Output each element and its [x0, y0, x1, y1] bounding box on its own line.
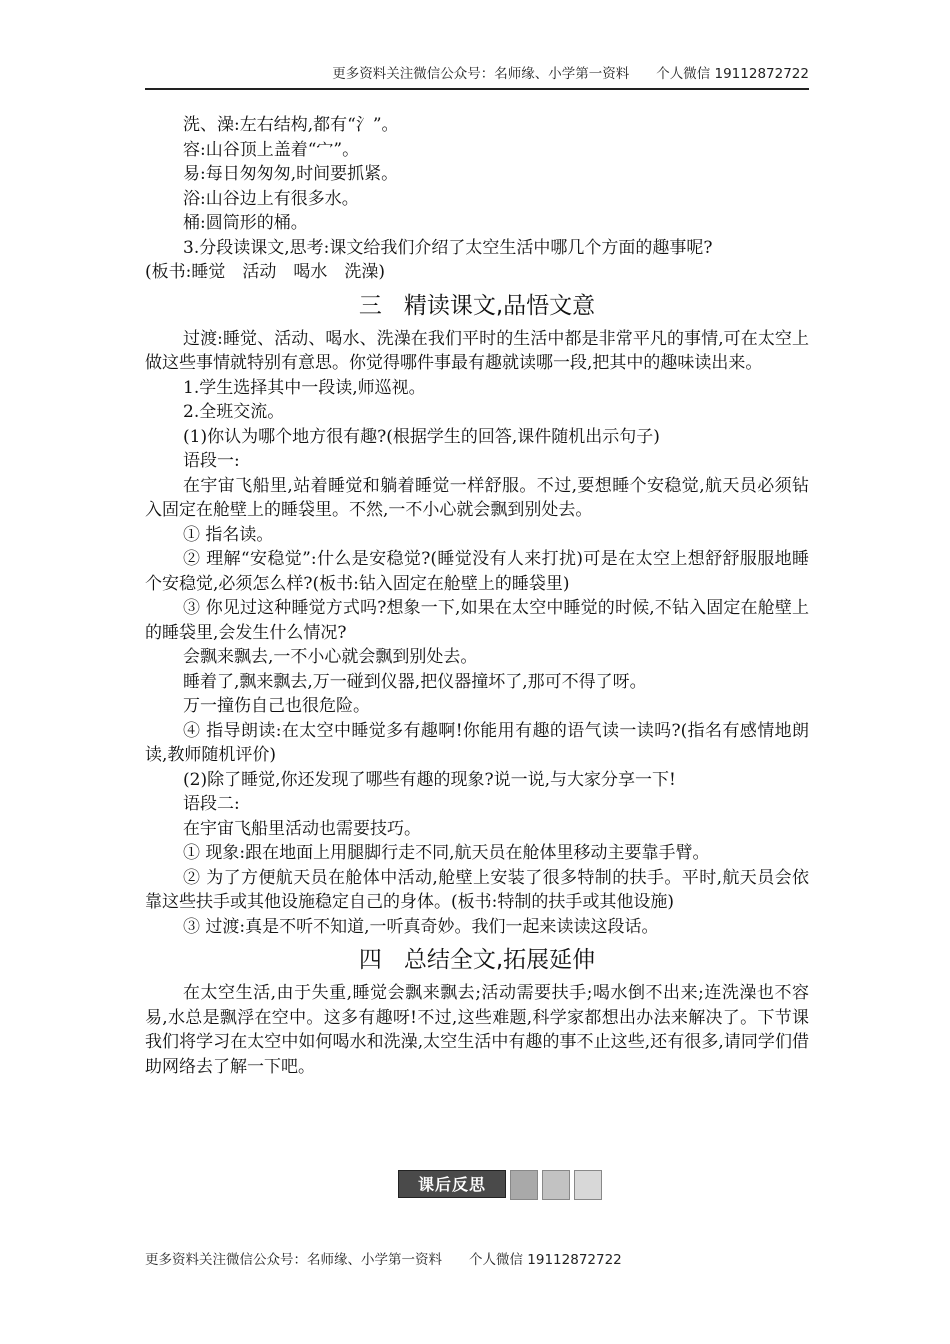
section-title: 总结全文,拓展延伸 — [403, 947, 596, 973]
text-line: 语段二: — [183, 794, 240, 814]
page-header — [145, 64, 809, 90]
paragraph: ② 理解“安稳觉”:什么是安稳觉?(睡觉没有人来打扰)可是在太空上想舒舒服服地睡个安稳觉,必须怎么样?(板书:钻入固定在舱壁上的睡袋里) — [145, 549, 809, 594]
text-line: 2.全班交流。 — [183, 402, 285, 422]
text-line: 3.分段读课文,思考:课文给我们介绍了太空生活中哪几个方面的趣事呢? — [183, 237, 713, 258]
reflection-banner — [398, 1170, 602, 1198]
paragraph: ③ 你见过这种睡觉方式吗?想象一下,如果在太空中睡觉的时候,不钻入固定在舱壁上的睡袋里,会发生什么情况? — [145, 598, 809, 643]
text-line: 在宇宙飞船里活动也需要技巧。 — [183, 818, 421, 839]
section-heading-4 — [145, 941, 809, 979]
footer-text: 更多资料关注微信公众号：名师缘、小学第一资料 个人微信 19112872722 — [145, 1252, 622, 1268]
text-line: 1.学生选择其中一段读,师巡视。 — [183, 377, 426, 398]
section-title: 精读课文,品悟文意 — [403, 292, 596, 319]
text-line: ① 指名读。 — [183, 524, 274, 545]
text-line: (1)你认为哪个地方很有趣?(根据学生的回答,课件随机出示句子) — [183, 426, 660, 447]
text-line: 易:每日匆匆匆,时间要抓紧。 — [183, 164, 399, 184]
paragraph: 过渡:睡觉、活动、喝水、洗澡在我们平时的生活中都是非常平凡的事情,可在太空上做这些事情就特别有意思。你觉得哪件事最有趣就读哪一段,把其中的趣味读出来。 — [145, 328, 809, 373]
document-body — [145, 113, 809, 1079]
board-line: (板书:睡觉 活动 喝水 洗澡) — [145, 262, 385, 282]
text-line: ③ 过渡:真是不听不知道,一听真奇妙。我们一起来读读这段话。 — [183, 916, 659, 937]
section-number: 四 — [358, 947, 382, 973]
text-line: (2)除了睡觉,你还发现了哪些有趣的现象?说一说,与大家分享一下! — [183, 769, 676, 790]
paragraph: 在太空生活,由于失重,睡觉会飘来飘去;活动需要扶手;喝水倒不出来;连洗澡也不容易,水总是飘浮在空中。这多有趣呀!不过,这些难题,科学家都想出办法来解决了。下节课我们将学习在太空中如何喝水和洗澡,太空生活中有趣的事不止这些,还有很多,请同学们借助网络去了解一下吧。 — [145, 983, 809, 1077]
text-line: 桶:圆筒形的桶。 — [183, 213, 308, 233]
text-line: 浴:山谷边上有很多水。 — [183, 188, 359, 209]
text-line: 语段一: — [183, 451, 240, 471]
section-heading-3 — [145, 287, 809, 325]
text-line: 容:山谷顶上盖着“宀”。 — [183, 139, 360, 160]
text-line: 万一撞伤自己也很危险。 — [183, 696, 370, 716]
text-line: ① 现象:跟在地面上用腿脚行走不同,航天员在舱体里移动主要靠手臂。 — [183, 843, 710, 863]
text-line: 睡着了,飘来飘去,万一碰到仪器,把仪器撞坏了,那可不得了呀。 — [183, 671, 647, 692]
text-line: 洗、澡:左右结构,都有“氵”。 — [183, 115, 399, 135]
decorative-square — [574, 1170, 602, 1200]
page-footer — [145, 1248, 622, 1268]
decorative-square — [510, 1170, 538, 1200]
section-number: 三 — [358, 292, 382, 319]
reflection-label: 课后反思 — [398, 1170, 506, 1198]
text-line: 会飘来飘去,一不小心就会飘到别处去。 — [183, 647, 478, 667]
decorative-square — [542, 1170, 570, 1200]
paragraph: ④ 指导朗读:在太空中睡觉多有趣啊!你能用有趣的语气读一读吗?(指名有感情地朗读,教师随机评价) — [145, 720, 809, 765]
header-text: 更多资料关注微信公众号：名师缘、小学第一资料 个人微信 19112872722 — [332, 66, 809, 82]
paragraph: 在宇宙飞船里,站着睡觉和躺着睡觉一样舒服。不过,要想睡个安稳觉,航天员必须钻入固定在舱壁上的睡袋里。不然,一不小心就会飘到别处去。 — [145, 475, 809, 520]
paragraph: ② 为了方便航天员在舱体中活动,舱壁上安装了很多特制的扶手。平时,航天员会依靠这些扶手或其他设施稳定自己的身体。(板书:特制的扶手或其他设施) — [145, 867, 809, 912]
